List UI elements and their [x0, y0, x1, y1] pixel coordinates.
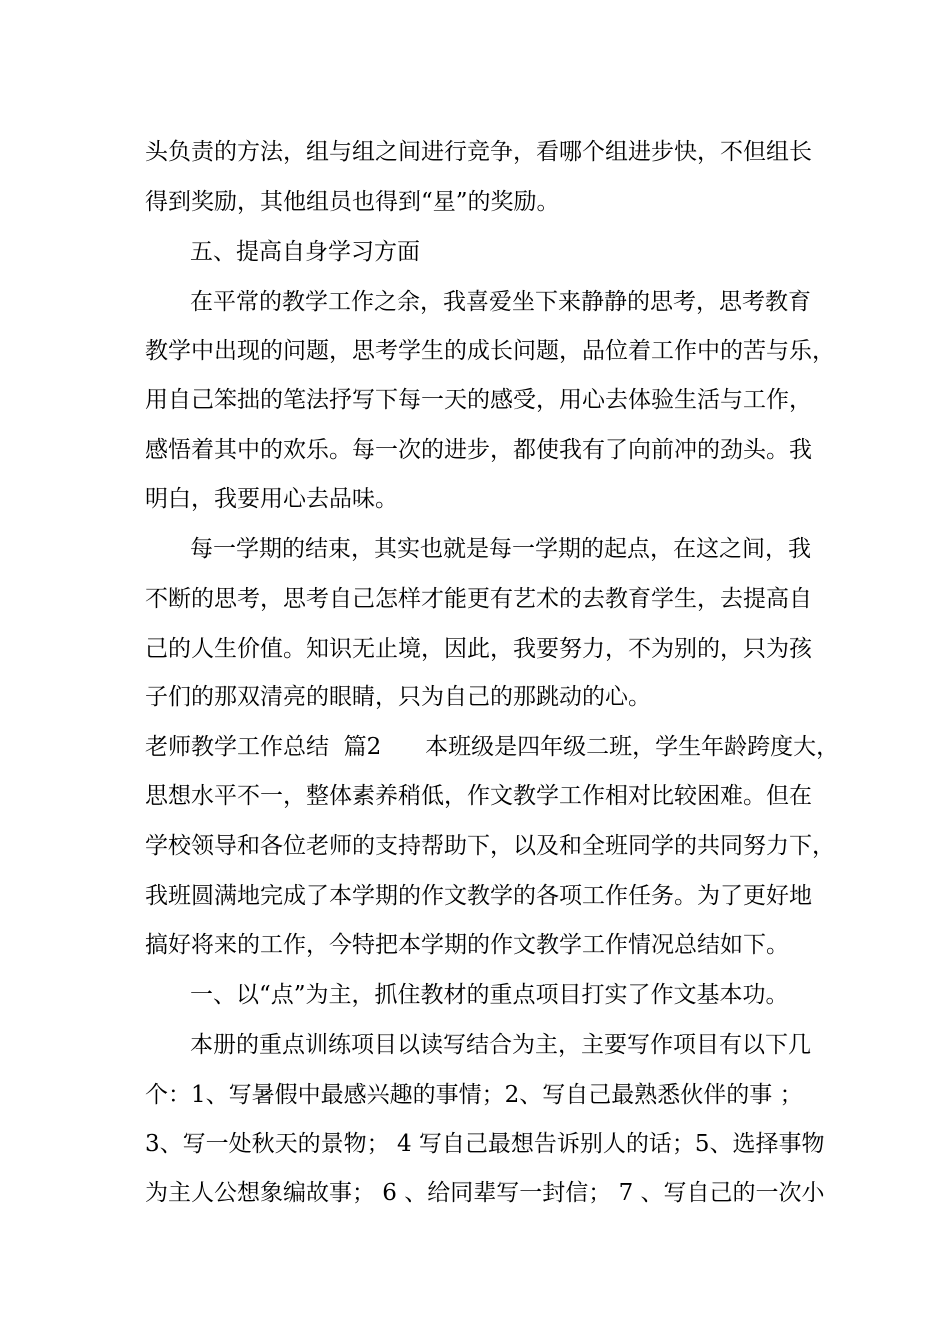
text-line: 为主人公想象编故事； 6 、给同辈写一封信； 7 、写自己的一次小	[145, 1180, 825, 1206]
text-line: 教学中出现的问题，思考学生的成长问题，品位着工作中的苦与乐，	[145, 338, 835, 364]
text-line: 在平常的教学工作之余，我喜爱坐下来静静的思考，思考教育	[190, 289, 811, 315]
text-line: 搞好将来的工作，今特把本学期的作文教学工作情况总结如下。	[145, 932, 789, 958]
text-line: 己的人生价值。知识无止境，因此，我要努力，不为别的，只为孩	[145, 636, 812, 662]
section-heading: 五、提高自身学习方面	[190, 239, 420, 265]
text-line: 学校领导和各位老师的支持帮助下，以及和全班同学的共同努力下，	[145, 833, 835, 859]
text-line: 本册的重点训练项目以读写结合为主，主要写作项目有以下几	[190, 1032, 811, 1058]
text-line: 3、写一处秋天的景物； 4 写自己最想告诉别人的话；5、选择事物	[145, 1131, 825, 1157]
text-line: 个：1、写暑假中最感兴趣的事情；2、写自己最熟悉伙伴的事 ；	[145, 1082, 803, 1108]
text-line: 得到奖励，其他组员也得到“星”的奖励。	[145, 189, 560, 215]
text-line: 思想水平不一，整体素养稍低，作文教学工作相对比较困难。但在	[145, 783, 812, 809]
text-line: 每一学期的结束，其实也就是每一学期的起点，在这之间，我	[190, 536, 811, 562]
section-heading: 一、以“点”为主，抓住教材的重点项目打实了作文基本功。	[190, 982, 789, 1008]
text-line: 不断的思考，思考自己怎样才能更有艺术的去教育学生，去提高自	[145, 586, 812, 612]
text-line: 我班圆满地完成了本学期的作文教学的各项工作任务。为了更好地	[145, 883, 812, 909]
text-line: 用自己笨拙的笔法抒写下每一天的感受，用心去体验生活与工作，	[145, 387, 812, 413]
text-line: 子们的那双清亮的眼睛，只为自己的那跳动的心。	[145, 684, 651, 710]
article-title-line: 老师教学工作总结 篇2 本班级是四年级二班，学生年龄跨度大，	[145, 734, 840, 760]
text-line: 明白，我要用心去品味。	[145, 486, 398, 512]
text-line: 感悟着其中的欢乐。每一次的进步，都使我有了向前冲的劲头。我	[145, 437, 812, 463]
text-line: 头负责的方法，组与组之间进行竞争，看哪个组进步快，不但组长	[145, 139, 812, 165]
